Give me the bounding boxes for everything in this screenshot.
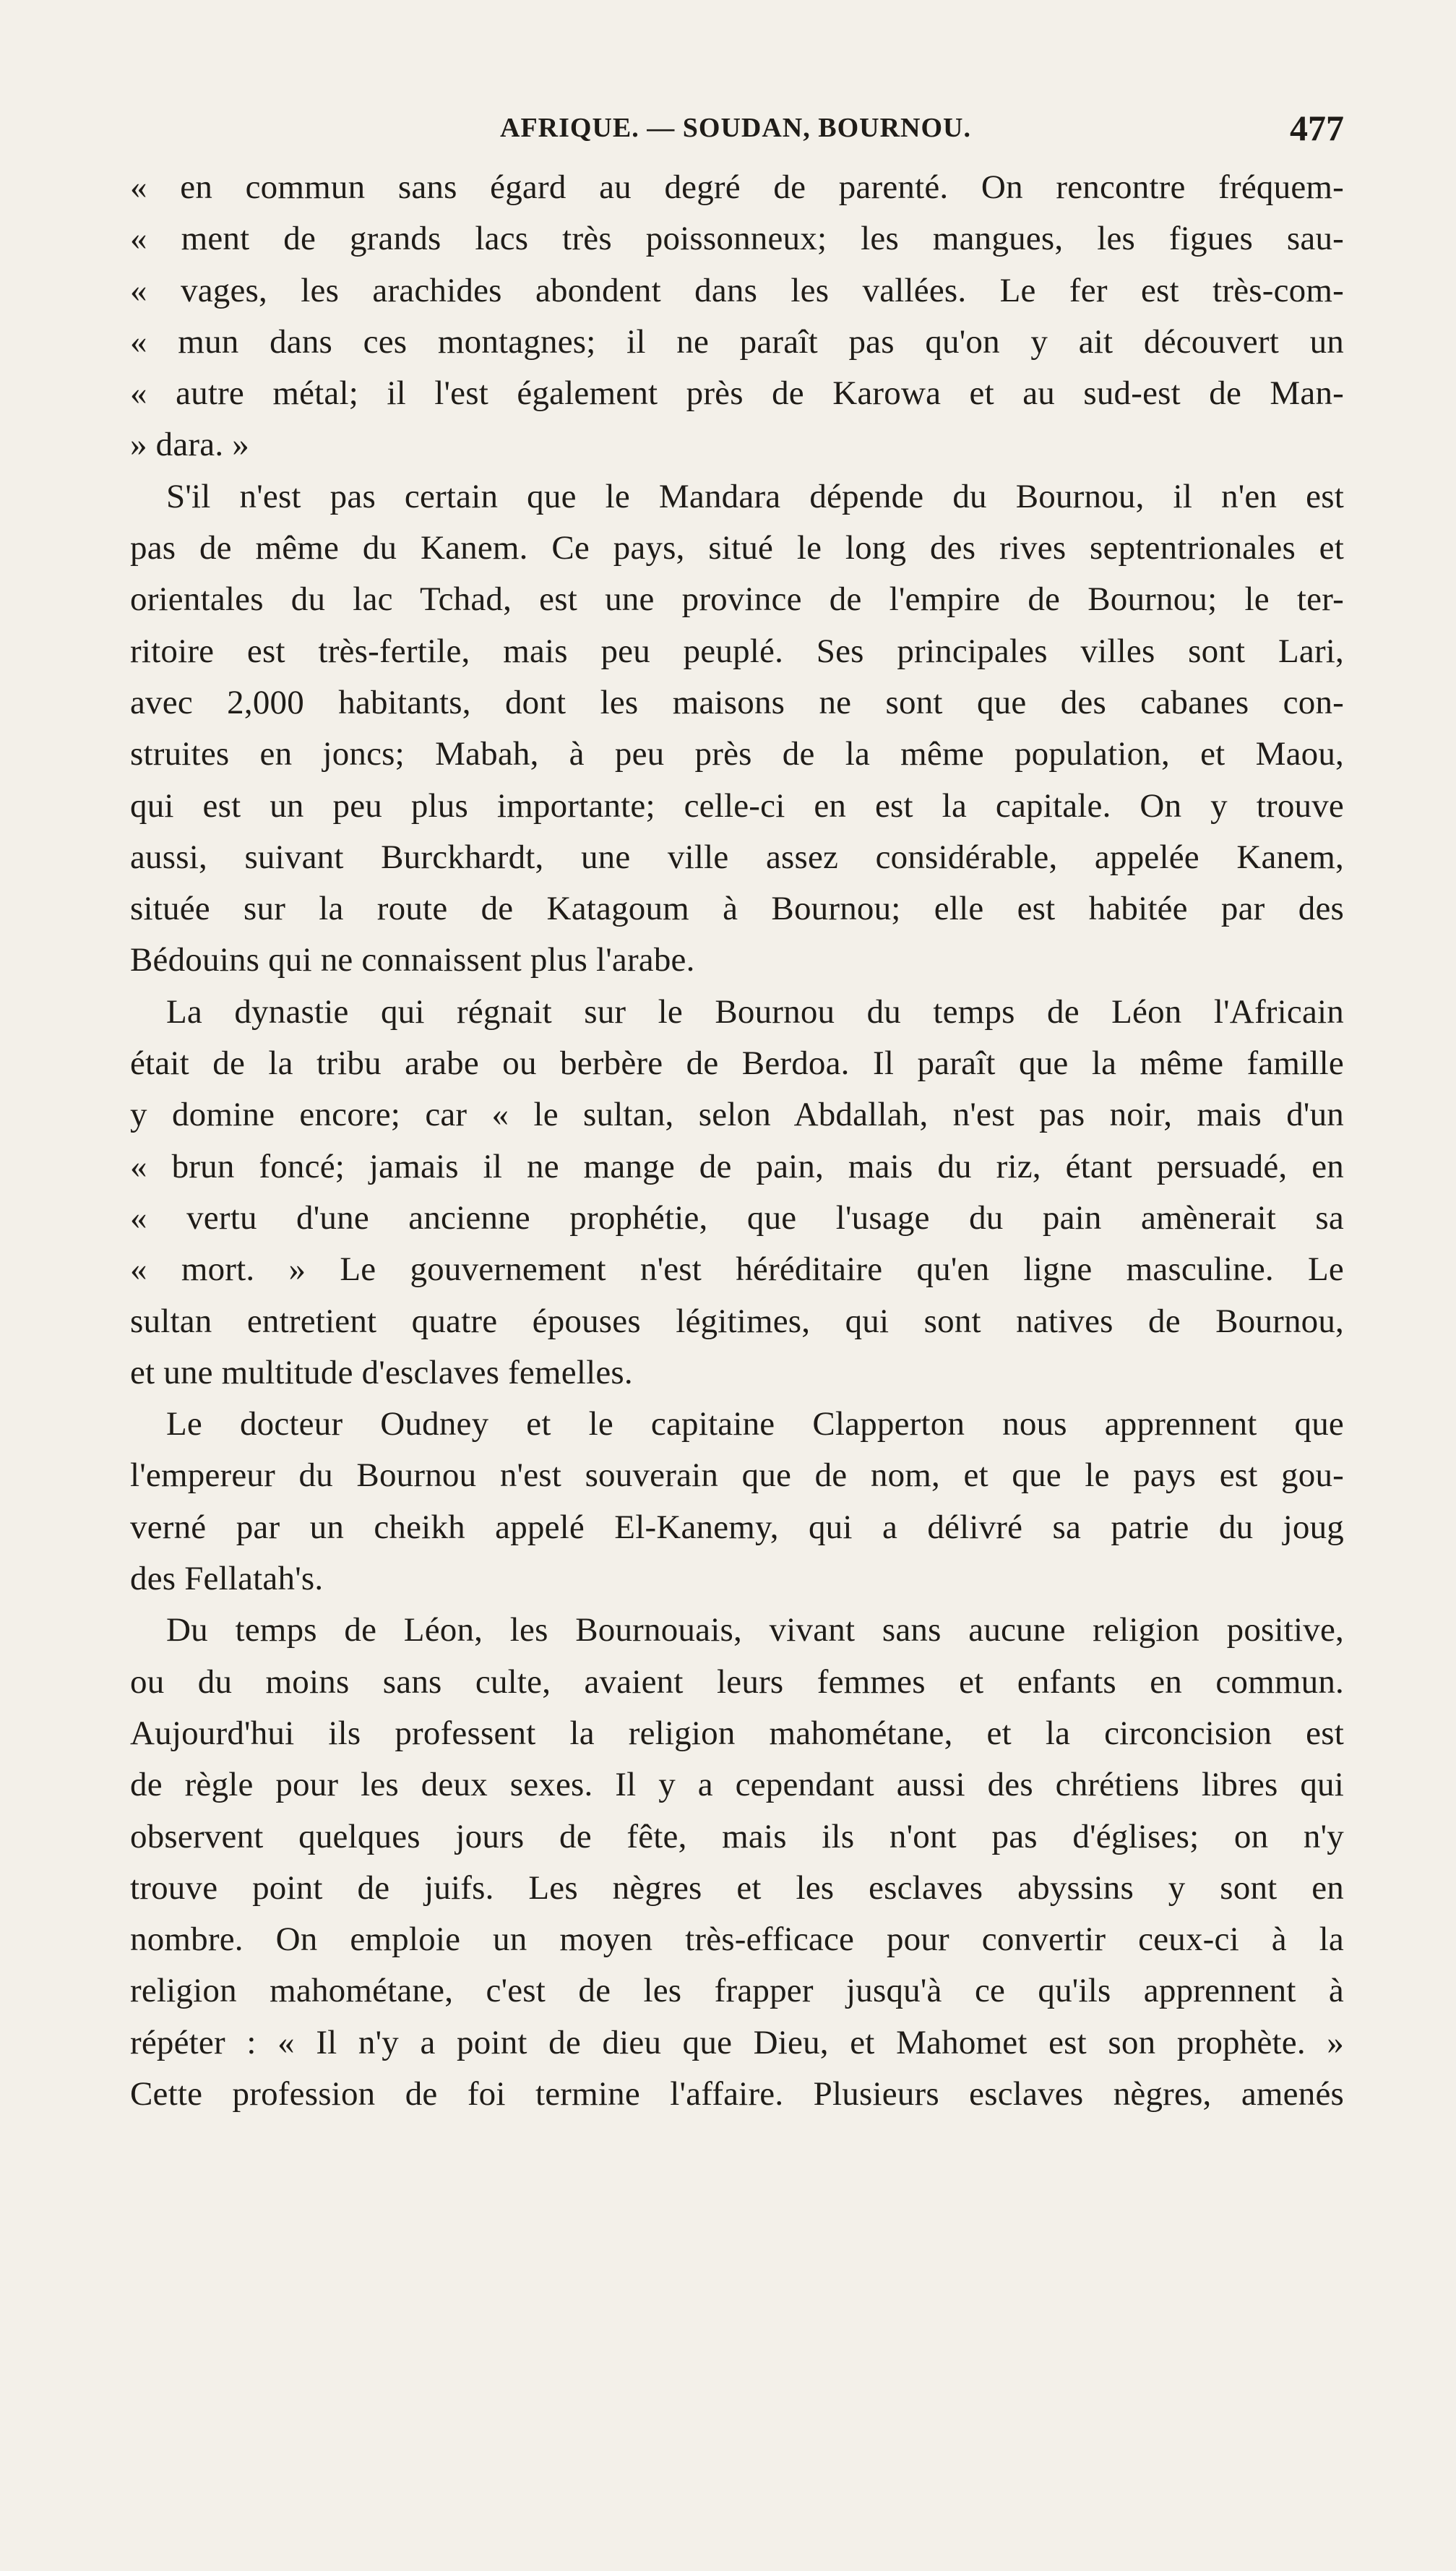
text-line: « autre métal; il l'est également près de Karowa et au sud-est de Man- <box>130 374 1344 413</box>
text-line: verné par un cheikh appelé El-Kanemy, qui a délivré sa patrie du joug <box>130 1508 1344 1546</box>
text-line: qui est un peu plus importante; celle-ci en est la capitale. On y trouve <box>130 786 1344 825</box>
text-line: observent quelques jours de fête, mais ils n'ont pas d'églises; on n'y <box>130 1817 1344 1855</box>
text-line: « ment de grands lacs très poissonneux; les mangues, les figues sau- <box>130 220 1344 258</box>
text-line: l'empereur du Bournou n'est souverain que de nom, et que le pays est gou- <box>130 1456 1344 1495</box>
text-line: était de la tribu arabe ou berbère de Berdoa. Il paraît que la même famille <box>130 1044 1344 1083</box>
text-line: ou du moins sans culte, avaient leurs femmes et enfants en commun. <box>130 1662 1344 1701</box>
text-line: « vertu d'une ancienne prophétie, que l'usage du pain amènerait sa <box>130 1198 1344 1237</box>
page-header <box>121 103 1350 153</box>
running-head: AFRIQUE. — SOUDAN, BOURNOU. <box>500 113 971 143</box>
text-line: nombre. On emploie un moyen très-efficace pour convertir ceux-ci à la <box>130 1920 1344 1959</box>
body-text <box>130 162 1344 2120</box>
text-line: » dara. » <box>130 426 249 464</box>
text-line: pas de même du Kanem. Ce pays, situé le long des rives septentrionales et <box>130 529 1344 567</box>
text-line: « brun foncé; jamais il ne mange de pain, mais du riz, étant persuadé, en <box>130 1147 1344 1185</box>
text-line: trouve point de juifs. Les nègres et les esclaves abyssins y sont en <box>130 1868 1344 1907</box>
text-line: Le docteur Oudney et le capitaine Clapperton nous apprennent que <box>166 1405 1344 1443</box>
text-line: ritoire est très-fertile, mais peu peuplé. Ses principales villes sont Lari, <box>130 632 1344 670</box>
text-line: S'il n'est pas certain que le Mandara dépende du Bournou, il n'en est <box>166 477 1344 515</box>
text-line: sultan entretient quatre épouses légitimes, qui sont natives de Bournou, <box>130 1302 1344 1340</box>
text-line: avec 2,000 habitants, dont les maisons ne sont que des cabanes con- <box>130 683 1344 721</box>
text-line: « mun dans ces montagnes; il ne paraît pas qu'on y ait découvert un <box>130 322 1344 361</box>
text-line: « mort. » Le gouvernement n'est héréditaire qu'en ligne masculine. Le <box>130 1250 1344 1289</box>
text-line: de règle pour les deux sexes. Il y a cependant aussi des chrétiens libres qui <box>130 1766 1344 1804</box>
text-line: y domine encore; car « le sultan, selon Abdallah, n'est pas noir, mais d'un <box>130 1096 1344 1134</box>
text-line: « vages, les arachides abondent dans les vallées. Le fer est très-com- <box>130 271 1344 309</box>
text-line: et une multitude d'esclaves femelles. <box>130 1353 633 1391</box>
text-line: située sur la route de Katagoum à Bournou; elle est habitée par des <box>130 890 1344 928</box>
text-line: struites en joncs; Mabah, à peu près de la même population, et Maou, <box>130 735 1344 773</box>
text-line: « en commun sans égard au degré de parenté. On rencontre fréquem- <box>130 168 1344 206</box>
text-line: répéter : « Il n'y a point de dieu que Dieu, et Mahomet est son prophète. » <box>130 2023 1344 2061</box>
text-line: Cette profession de foi termine l'affaire. Plusieurs esclaves nègres, amenés <box>130 2074 1344 2113</box>
text-line: Bédouins qui ne connaissent plus l'arabe. <box>130 941 695 979</box>
text-line: Aujourd'hui ils professent la religion mahométane, et la circoncision est <box>130 1714 1344 1752</box>
text-line: religion mahométane, c'est de les frapper jusqu'à ce qu'ils apprennent à <box>130 1972 1344 2010</box>
text-line: La dynastie qui régnait sur le Bournou du temps de Léon l'Africain <box>166 992 1344 1031</box>
page-number: 477 <box>1290 108 1344 148</box>
text-line: orientales du lac Tchad, est une province de l'empire de Bournou; le ter- <box>130 580 1344 619</box>
text-line: aussi, suivant Burckhardt, une ville assez considérable, appelée Kanem, <box>130 838 1344 876</box>
text-line: Du temps de Léon, les Bournouais, vivant sans aucune religion positive, <box>166 1611 1344 1649</box>
text-line: des Fellatah's. <box>130 1560 324 1598</box>
